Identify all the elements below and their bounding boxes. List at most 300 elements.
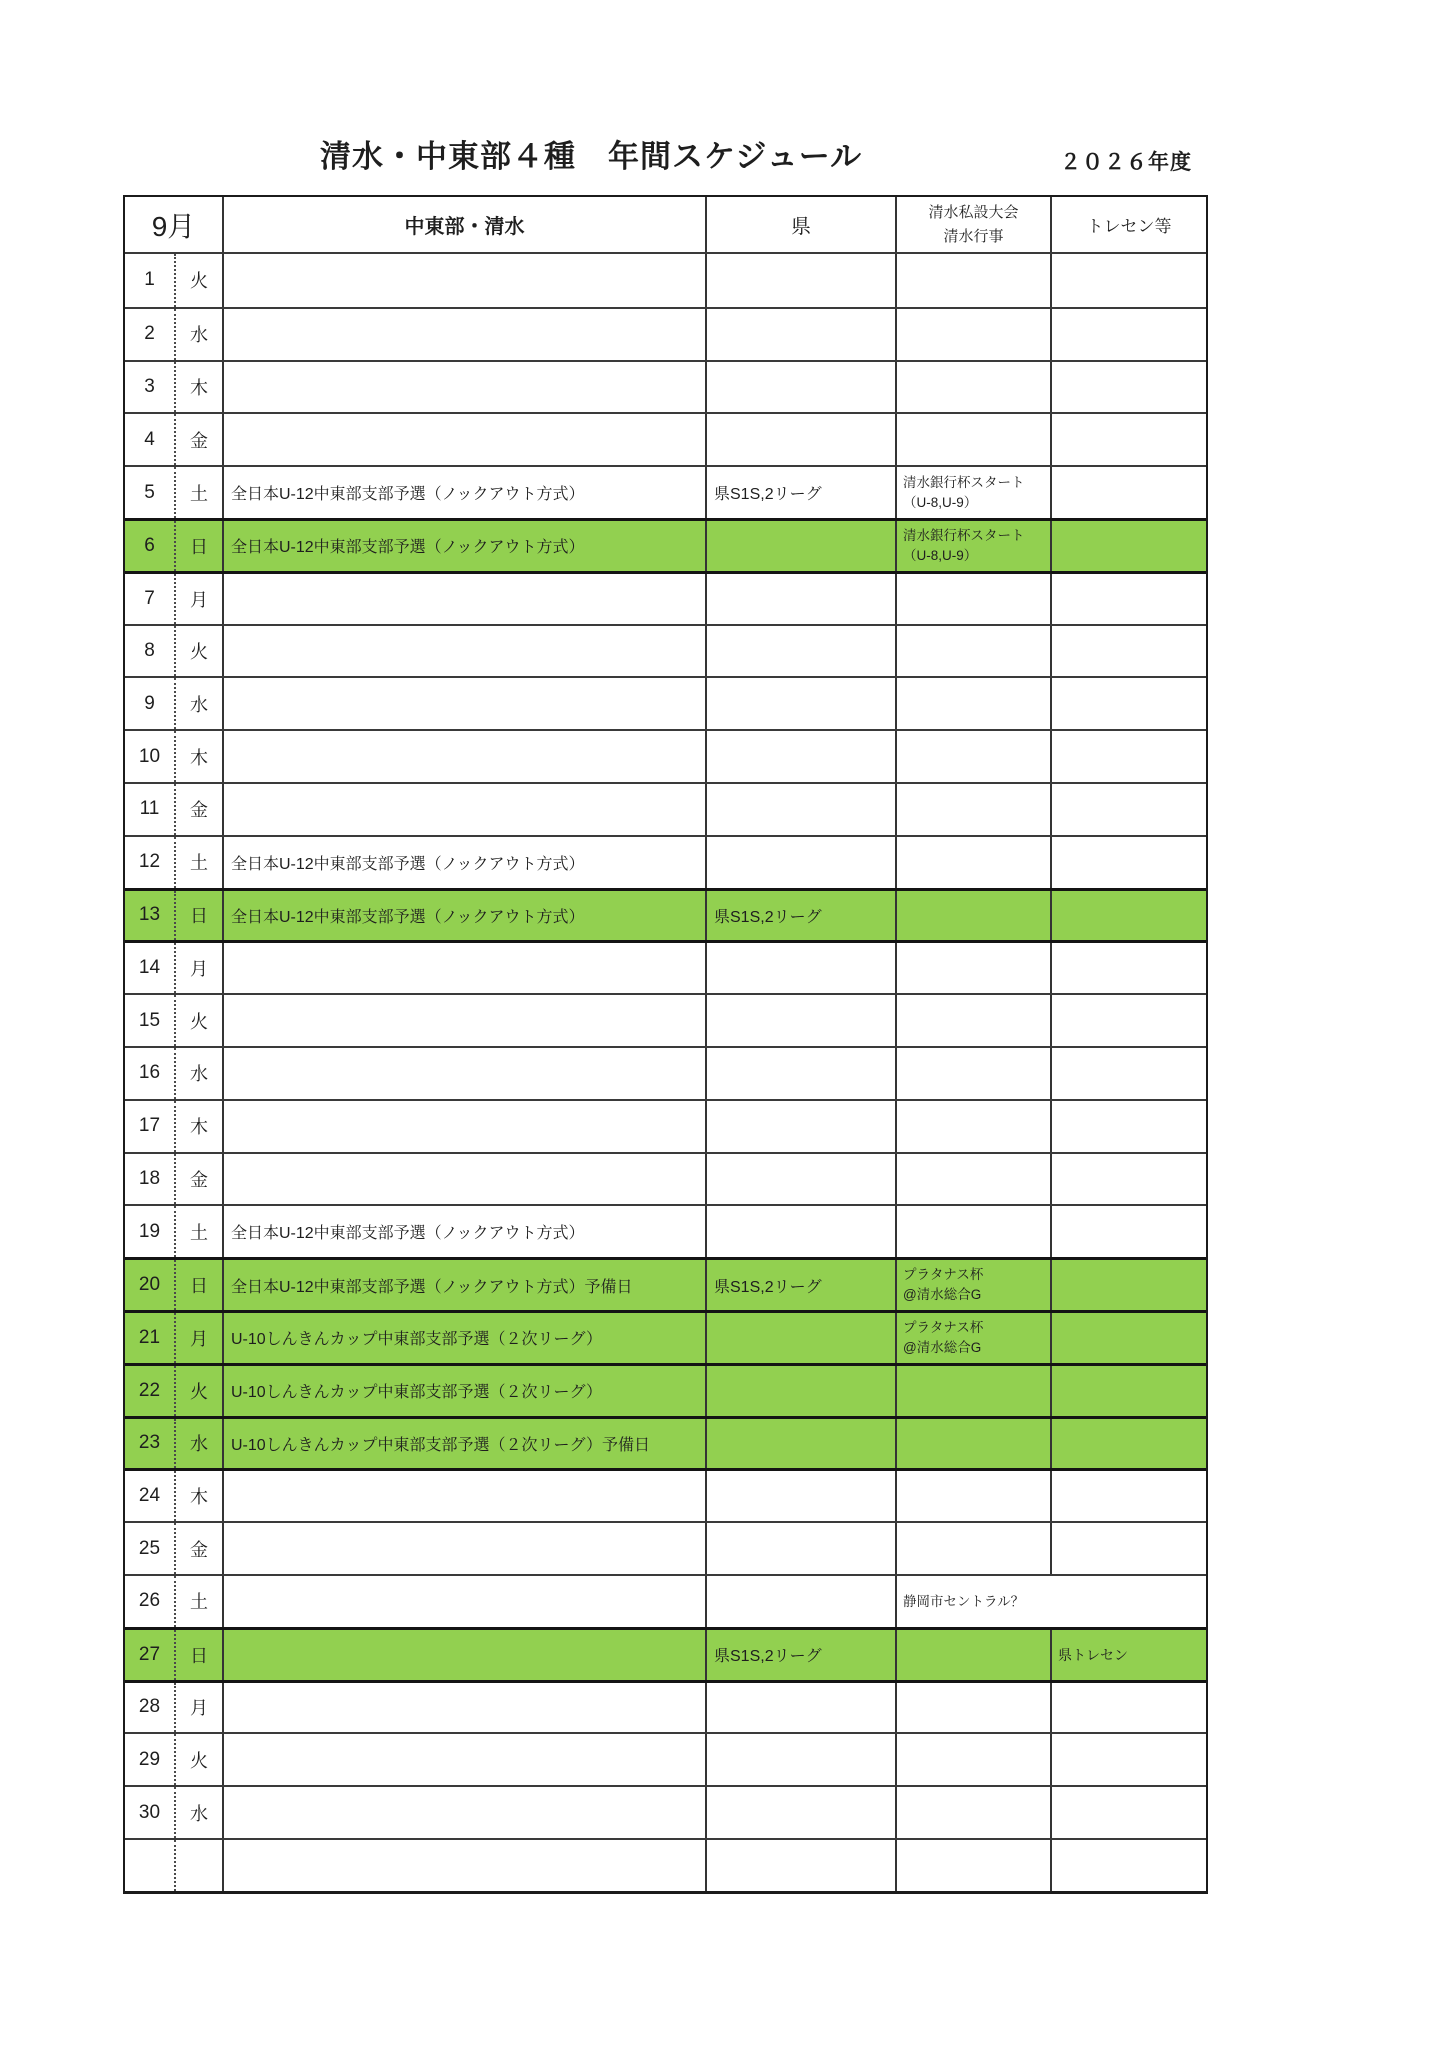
table-row bbox=[125, 1416, 1206, 1469]
shimizu-events-header-line1: 清水私設大会 bbox=[928, 204, 1019, 222]
trecen-event-cell bbox=[1050, 1260, 1206, 1310]
weekday-cell bbox=[174, 626, 222, 677]
weekday-label: 日 bbox=[190, 906, 208, 927]
prefecture-event-cell bbox=[705, 254, 895, 307]
shimizu-event-cell bbox=[895, 1048, 1050, 1099]
region-event-cell bbox=[222, 1313, 705, 1363]
shimizu-event-cell bbox=[895, 414, 1050, 465]
region-event-cell bbox=[222, 1101, 705, 1152]
region-event-cell bbox=[222, 362, 705, 413]
table-row bbox=[125, 1680, 1206, 1733]
table-row bbox=[125, 1363, 1206, 1416]
shimizu-event-cell bbox=[895, 362, 1050, 413]
date-label: 18 bbox=[138, 1167, 161, 1189]
prefecture-event-cell bbox=[705, 467, 895, 518]
shimizu-event-line1: 清水銀行杯スタート bbox=[903, 528, 1025, 544]
shimizu-event-line2: @清水総合G bbox=[903, 1339, 982, 1355]
date-label: 19 bbox=[138, 1220, 161, 1242]
region-event-cell bbox=[222, 1523, 705, 1574]
weekday-label: 木 bbox=[190, 377, 208, 398]
date-cell bbox=[125, 1154, 174, 1205]
prefecture-event-cell bbox=[705, 1419, 895, 1469]
weekday-cell bbox=[174, 1683, 222, 1733]
trecen-event-cell bbox=[1050, 254, 1206, 307]
trecen-event-cell bbox=[1050, 414, 1206, 465]
table-row bbox=[125, 729, 1206, 782]
shimizu-event-cell bbox=[895, 1313, 1050, 1363]
trecen-event-cell bbox=[1050, 626, 1206, 677]
trecen-event-cell bbox=[1050, 467, 1206, 518]
weekday-label: 月 bbox=[190, 1328, 208, 1349]
region-event-cell bbox=[222, 309, 705, 360]
date-cell bbox=[125, 574, 174, 624]
date-cell bbox=[125, 467, 174, 518]
region-event-label: U-10しんきんカップ中東部支部予選（２次リーグ） bbox=[231, 1384, 603, 1402]
table-row bbox=[125, 676, 1206, 729]
prefecture-event-cell bbox=[705, 1206, 895, 1257]
table-row bbox=[125, 518, 1206, 571]
prefecture-event-cell bbox=[705, 309, 895, 360]
date-cell bbox=[125, 521, 174, 571]
region-event-label: 全日本U-12中東部支部予選（ノックアウト方式） bbox=[231, 855, 585, 873]
region-event-cell bbox=[222, 995, 705, 1046]
trecen-event-cell bbox=[1050, 1313, 1206, 1363]
region-event-cell bbox=[222, 1630, 705, 1680]
prefecture-event-cell bbox=[705, 521, 895, 571]
table-body bbox=[125, 254, 1206, 1891]
region-event-cell bbox=[222, 521, 705, 571]
prefecture-event-cell bbox=[705, 1101, 895, 1152]
region-event-cell bbox=[222, 731, 705, 782]
region-event-cell bbox=[222, 1734, 705, 1785]
prefecture-event-cell bbox=[705, 731, 895, 782]
shimizu-event-line1: プラタナス杯 bbox=[903, 1267, 984, 1283]
weekday-label: 水 bbox=[190, 1434, 208, 1455]
region-event-label: U-10しんきんカップ中東部支部予選（２次リーグ）予備日 bbox=[231, 1436, 651, 1454]
table-row bbox=[125, 1204, 1206, 1257]
prefecture-event-label: 県S1S,2リーグ bbox=[714, 1648, 822, 1666]
weekday-label: 木 bbox=[190, 1117, 208, 1138]
table-row bbox=[125, 1046, 1206, 1099]
date-cell bbox=[125, 414, 174, 465]
shimizu-event-cell bbox=[895, 1523, 1050, 1574]
trecen-event-cell bbox=[1050, 995, 1206, 1046]
region-event-label: 全日本U-12中東部支部予選（ノックアウト方式） bbox=[231, 908, 585, 926]
weekday-cell bbox=[174, 1206, 222, 1257]
prefecture-header-label: 県 bbox=[791, 216, 811, 238]
date-cell bbox=[125, 837, 174, 888]
weekday-cell bbox=[174, 891, 222, 941]
weekday-cell bbox=[174, 1840, 222, 1891]
region-event-label: U-10しんきんカップ中東部支部予選（２次リーグ） bbox=[231, 1331, 603, 1349]
table-row bbox=[125, 1627, 1206, 1680]
weekday-cell bbox=[174, 995, 222, 1046]
trecen-event-cell bbox=[1050, 891, 1206, 941]
date-cell bbox=[125, 1366, 174, 1416]
prefecture-event-cell bbox=[705, 626, 895, 677]
region-header-label: 中東部・清水 bbox=[404, 216, 525, 238]
weekday-cell bbox=[174, 943, 222, 993]
region-event-cell bbox=[222, 254, 705, 307]
trecen-event-cell bbox=[1050, 731, 1206, 782]
weekday-label: 火 bbox=[190, 1011, 208, 1032]
table-row bbox=[125, 412, 1206, 465]
weekday-cell bbox=[174, 467, 222, 518]
prefecture-event-cell bbox=[705, 891, 895, 941]
weekday-label: 日 bbox=[190, 1276, 208, 1297]
weekday-label: 土 bbox=[190, 1222, 208, 1243]
weekday-cell bbox=[174, 1048, 222, 1099]
weekday-cell bbox=[174, 1313, 222, 1363]
trecen-event-cell bbox=[1050, 1683, 1206, 1733]
shimizu-event-line1: 清水銀行杯スタート bbox=[903, 475, 1025, 491]
date-cell bbox=[125, 1683, 174, 1733]
shimizu-event-cell bbox=[895, 784, 1050, 835]
trecen-event-cell bbox=[1050, 1734, 1206, 1785]
prefecture-event-cell bbox=[705, 1734, 895, 1785]
trecen-event-cell bbox=[1050, 362, 1206, 413]
region-event-label: 全日本U-12中東部支部予選（ノックアウト方式） bbox=[231, 539, 585, 557]
shimizu-event-cell bbox=[895, 309, 1050, 360]
region-event-cell bbox=[222, 837, 705, 888]
date-label: 17 bbox=[138, 1115, 161, 1137]
shimizu-event-line1: 静岡市セントラル？ bbox=[903, 1593, 1025, 1609]
prefecture-header-cell bbox=[705, 197, 895, 252]
prefecture-event-cell bbox=[705, 1154, 895, 1205]
date-label: 3 bbox=[144, 375, 155, 397]
date-label: 27 bbox=[138, 1643, 161, 1665]
prefecture-event-cell bbox=[705, 1787, 895, 1838]
region-event-cell bbox=[222, 678, 705, 729]
shimizu-event-cell bbox=[895, 1101, 1050, 1152]
weekday-cell bbox=[174, 1787, 222, 1838]
month-label: 9月 bbox=[151, 210, 196, 242]
region-event-cell bbox=[222, 1154, 705, 1205]
shimizu-event-cell bbox=[895, 1154, 1050, 1205]
shimizu-event-cell bbox=[895, 1206, 1050, 1257]
region-event-label: 全日本U-12中東部支部予選（ノックアウト方式） bbox=[231, 1225, 585, 1243]
date-cell bbox=[125, 891, 174, 941]
weekday-cell bbox=[174, 1101, 222, 1152]
month-header-cell bbox=[125, 197, 222, 252]
table-row bbox=[125, 1732, 1206, 1785]
prefecture-event-cell bbox=[705, 784, 895, 835]
region-event-cell bbox=[222, 1840, 705, 1891]
shimizu-event-cell bbox=[895, 1471, 1050, 1521]
prefecture-event-cell bbox=[705, 678, 895, 729]
table-row bbox=[125, 1785, 1206, 1838]
table-row bbox=[125, 1099, 1206, 1152]
prefecture-event-cell bbox=[705, 837, 895, 888]
date-cell bbox=[125, 1787, 174, 1838]
date-cell bbox=[125, 1576, 174, 1627]
shimizu-event-cell bbox=[895, 1734, 1050, 1785]
prefecture-event-label: 県S1S,2リーグ bbox=[714, 908, 822, 926]
shimizu-event-cell bbox=[895, 943, 1050, 993]
table-row bbox=[125, 782, 1206, 835]
prefecture-event-cell bbox=[705, 574, 895, 624]
trecen-event-cell bbox=[1050, 1840, 1206, 1891]
weekday-cell bbox=[174, 784, 222, 835]
date-label: 8 bbox=[144, 639, 155, 661]
weekday-cell bbox=[174, 731, 222, 782]
date-label: 21 bbox=[138, 1326, 161, 1348]
date-label: 16 bbox=[138, 1062, 161, 1084]
date-cell bbox=[125, 1260, 174, 1310]
shimizu-event-cell bbox=[895, 891, 1050, 941]
shimizu-event-cell bbox=[895, 1787, 1050, 1838]
shimizu-events-header-line2: 清水行事 bbox=[943, 227, 1004, 245]
region-event-cell bbox=[222, 1048, 705, 1099]
weekday-cell bbox=[174, 678, 222, 729]
shimizu-event-cell bbox=[895, 678, 1050, 729]
prefecture-event-cell bbox=[705, 1630, 895, 1680]
shimizu-event-cell bbox=[895, 521, 1050, 571]
shimizu-event-cell bbox=[895, 1260, 1050, 1310]
weekday-cell bbox=[174, 1260, 222, 1310]
weekday-label: 月 bbox=[190, 589, 208, 610]
shimizu-event-cell bbox=[895, 1630, 1050, 1680]
prefecture-event-cell bbox=[705, 362, 895, 413]
weekday-cell bbox=[174, 254, 222, 307]
region-event-cell bbox=[222, 1683, 705, 1733]
date-label: 2 bbox=[144, 323, 155, 345]
region-event-cell bbox=[222, 1366, 705, 1416]
date-cell bbox=[125, 1419, 174, 1469]
region-event-cell bbox=[222, 1260, 705, 1310]
prefecture-event-cell bbox=[705, 1576, 895, 1627]
trecen-event-cell bbox=[1050, 309, 1206, 360]
prefecture-event-cell bbox=[705, 1260, 895, 1310]
weekday-cell bbox=[174, 362, 222, 413]
table-row bbox=[125, 1574, 1206, 1627]
weekday-label: 金 bbox=[190, 1169, 208, 1190]
region-event-cell bbox=[222, 467, 705, 518]
date-cell bbox=[125, 254, 174, 307]
weekday-cell bbox=[174, 1576, 222, 1627]
weekday-label: 水 bbox=[190, 325, 208, 346]
trecen-event-cell bbox=[1050, 1154, 1206, 1205]
table-row bbox=[125, 1468, 1206, 1521]
region-event-cell bbox=[222, 1787, 705, 1838]
date-label: 30 bbox=[138, 1801, 161, 1823]
date-cell bbox=[125, 309, 174, 360]
weekday-label: 金 bbox=[190, 1539, 208, 1560]
shimizu-event-line2: （U-8,U-9） bbox=[903, 494, 978, 510]
trecen-event-cell bbox=[1050, 784, 1206, 835]
date-cell bbox=[125, 1471, 174, 1521]
date-label: 23 bbox=[138, 1432, 161, 1454]
date-label: 12 bbox=[138, 851, 161, 873]
prefecture-event-cell bbox=[705, 943, 895, 993]
trecen-event-cell bbox=[1050, 1787, 1206, 1838]
region-event-cell bbox=[222, 1206, 705, 1257]
region-event-cell bbox=[222, 574, 705, 624]
weekday-label: 金 bbox=[190, 430, 208, 451]
date-cell bbox=[125, 1840, 174, 1891]
shimizu-event-cell bbox=[895, 837, 1050, 888]
weekday-cell bbox=[174, 837, 222, 888]
trecen-event-cell bbox=[1050, 1048, 1206, 1099]
weekday-label: 木 bbox=[190, 1487, 208, 1508]
date-cell bbox=[125, 1630, 174, 1680]
table-row bbox=[125, 1838, 1206, 1891]
table-row bbox=[125, 940, 1206, 993]
date-cell bbox=[125, 1206, 174, 1257]
date-label: 11 bbox=[139, 798, 160, 820]
weekday-label: 火 bbox=[190, 271, 208, 292]
date-label: 10 bbox=[138, 745, 161, 767]
date-cell bbox=[125, 678, 174, 729]
trecen-event-cell bbox=[1050, 1366, 1206, 1416]
prefecture-event-cell bbox=[705, 995, 895, 1046]
region-event-label: 全日本U-12中東部支部予選（ノックアウト方式） bbox=[231, 486, 585, 504]
weekday-cell bbox=[174, 1419, 222, 1469]
date-cell bbox=[125, 1523, 174, 1574]
region-event-cell bbox=[222, 414, 705, 465]
trecen-event-cell bbox=[1050, 943, 1206, 993]
page-title: 清水・中東部４種 年間スケジュール bbox=[320, 139, 863, 174]
table-row bbox=[125, 624, 1206, 677]
weekday-label: 水 bbox=[190, 1803, 208, 1824]
prefecture-event-cell bbox=[705, 414, 895, 465]
weekday-cell bbox=[174, 1523, 222, 1574]
date-label: 22 bbox=[138, 1379, 161, 1401]
prefecture-event-cell bbox=[705, 1471, 895, 1521]
date-cell bbox=[125, 1313, 174, 1363]
date-cell bbox=[125, 731, 174, 782]
trecen-header-label: トレセン等 bbox=[1086, 217, 1172, 236]
weekday-cell bbox=[174, 574, 222, 624]
trecen-header-cell bbox=[1050, 197, 1206, 252]
shimizu-events-header-cell bbox=[895, 197, 1050, 252]
weekday-label: 火 bbox=[190, 1750, 208, 1771]
weekday-label: 月 bbox=[190, 959, 208, 980]
weekday-label: 火 bbox=[190, 1381, 208, 1402]
trecen-event-cell bbox=[1050, 1523, 1206, 1574]
date-cell bbox=[125, 943, 174, 993]
prefecture-event-label: 県S1S,2リーグ bbox=[714, 486, 822, 504]
table-row bbox=[125, 465, 1206, 518]
date-label: 13 bbox=[138, 904, 161, 926]
trecen-event-cell bbox=[1050, 521, 1206, 571]
trecen-event-cell bbox=[1050, 1101, 1206, 1152]
prefecture-event-label: 県S1S,2リーグ bbox=[714, 1278, 822, 1296]
shimizu-event-cell bbox=[895, 1419, 1050, 1469]
date-cell bbox=[125, 1101, 174, 1152]
weekday-label: 水 bbox=[190, 694, 208, 715]
region-header-cell bbox=[222, 197, 705, 252]
shimizu-event-cell bbox=[895, 995, 1050, 1046]
weekday-cell bbox=[174, 309, 222, 360]
weekday-cell bbox=[174, 1630, 222, 1680]
trecen-event-cell bbox=[1050, 1576, 1206, 1627]
table-row bbox=[125, 571, 1206, 624]
weekday-cell bbox=[174, 521, 222, 571]
table-row bbox=[125, 1310, 1206, 1363]
shimizu-event-line2: （U-8,U-9） bbox=[903, 547, 978, 563]
trecen-event-cell bbox=[1050, 1206, 1206, 1257]
shimizu-event-cell bbox=[895, 574, 1050, 624]
table-row bbox=[125, 1152, 1206, 1205]
table-row bbox=[125, 360, 1206, 413]
region-event-cell bbox=[222, 891, 705, 941]
date-label: 15 bbox=[138, 1009, 161, 1031]
weekday-label: 日 bbox=[190, 1645, 208, 1666]
weekday-label: 日 bbox=[190, 536, 208, 557]
weekday-cell bbox=[174, 1366, 222, 1416]
date-label: 14 bbox=[138, 957, 161, 979]
date-cell bbox=[125, 362, 174, 413]
date-label: 4 bbox=[144, 428, 155, 450]
shimizu-event-cell bbox=[895, 626, 1050, 677]
table-header-row bbox=[125, 197, 1206, 254]
region-event-cell bbox=[222, 943, 705, 993]
shimizu-event-cell bbox=[895, 1366, 1050, 1416]
shimizu-event-cell bbox=[895, 467, 1050, 518]
date-label: 6 bbox=[144, 534, 155, 556]
weekday-label: 土 bbox=[190, 853, 208, 874]
shimizu-event-line1: プラタナス杯 bbox=[903, 1320, 984, 1336]
prefecture-event-cell bbox=[705, 1523, 895, 1574]
weekday-label: 月 bbox=[190, 1698, 208, 1719]
region-event-label: 全日本U-12中東部支部予選（ノックアウト方式）予備日 bbox=[231, 1278, 633, 1296]
table-row bbox=[125, 993, 1206, 1046]
region-event-cell bbox=[222, 626, 705, 677]
trecen-event-cell bbox=[1050, 837, 1206, 888]
trecen-event-label: 県トレセン bbox=[1058, 1646, 1128, 1663]
prefecture-event-cell bbox=[705, 1313, 895, 1363]
table-row bbox=[125, 888, 1206, 941]
date-label: 9 bbox=[144, 692, 155, 714]
date-label: 25 bbox=[138, 1537, 161, 1559]
date-label: 7 bbox=[144, 587, 155, 609]
date-cell bbox=[125, 995, 174, 1046]
table-row bbox=[125, 835, 1206, 888]
weekday-label: 金 bbox=[190, 800, 208, 821]
shimizu-event-cell bbox=[895, 1576, 1050, 1627]
date-label: 1 bbox=[144, 269, 155, 291]
date-cell bbox=[125, 1048, 174, 1099]
table-row bbox=[125, 307, 1206, 360]
trecen-event-cell bbox=[1050, 574, 1206, 624]
prefecture-event-cell bbox=[705, 1366, 895, 1416]
shimizu-event-cell bbox=[895, 731, 1050, 782]
region-event-cell bbox=[222, 784, 705, 835]
weekday-label: 火 bbox=[190, 641, 208, 662]
shimizu-event-line2: @清水総合G bbox=[903, 1287, 982, 1303]
date-label: 26 bbox=[138, 1590, 161, 1612]
fiscal-year-label: ２０２６年度 bbox=[1060, 151, 1192, 174]
shimizu-event-cell bbox=[895, 254, 1050, 307]
prefecture-event-cell bbox=[705, 1840, 895, 1891]
weekday-label: 木 bbox=[190, 747, 208, 768]
region-event-cell bbox=[222, 1471, 705, 1521]
weekday-label: 水 bbox=[190, 1064, 208, 1085]
date-cell bbox=[125, 626, 174, 677]
date-label: 24 bbox=[138, 1485, 161, 1507]
date-label: 20 bbox=[138, 1274, 161, 1296]
date-cell bbox=[125, 1734, 174, 1785]
trecen-event-cell bbox=[1050, 1419, 1206, 1469]
trecen-event-cell bbox=[1050, 678, 1206, 729]
trecen-event-cell bbox=[1050, 1471, 1206, 1521]
table-row bbox=[125, 254, 1206, 307]
trecen-event-cell bbox=[1050, 1630, 1206, 1680]
table-row bbox=[125, 1521, 1206, 1574]
date-label: 5 bbox=[144, 481, 155, 503]
prefecture-event-cell bbox=[705, 1048, 895, 1099]
